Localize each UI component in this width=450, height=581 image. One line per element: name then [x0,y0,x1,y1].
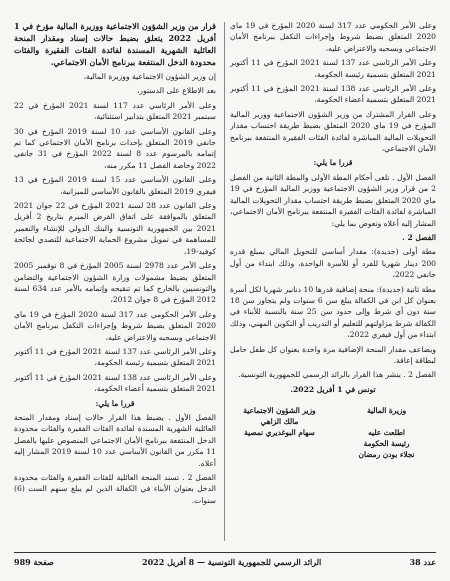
social-minister-name: مالك الزاهي [260,417,299,427]
gazette-name: الرائد الرسمي للجمهورية التونسية — 8 أفريل 2022 [142,557,322,567]
paragraph: الفصل الأول . تلغى أحكام المطة الأولى والمطة الثانية من الفصل 2 من قرار وزير الشؤون الاجتماعية ووزير المالية المؤرخ في 19 ماي 2020 المتعلق بضبط طريقة احتساب مقدار التحويلات المالية المباشرة لفائدة الفئات الفقيرة المنتفعة ببرنامج الأمان الاجتماعي، المشار إليه أعلاه وتعوض بما يلي: [230,172,436,228]
paragraph: الفصل 2 . تسند المنحة العائلية للفئات الفقيرة والفئات محدودة الدخل بعنوان الأبناء في الكفالة الذين لم يبلغ سنهم الست (6) سنوات. [14,473,216,505]
paragraph: الفصل 2 . ينشر هذا القرار بالرائد الرسمي للجمهورية التونسية. [238,370,436,380]
page-footer [14,552,436,569]
paragraph: وعلى الأمر الحكومي عدد 317 لسنة 2020 المؤرخ في 19 ماي 2020 المتعلق بضبط شروط وإجراءات التكفل ببرنامج الأمان الاجتماعي وبسحبه والاعتراض عليه، [14,309,216,342]
paragraph: وعلى الأمر الحكومي عدد 317 لسنة 2020 المؤرخ في 19 ماي 2020 المتعلق بضبط شروط وإجراءات التكفل ببرنامج الأمان الاجتماعي وبسحبه والاعتراض عليه، [230,21,436,53]
paragraph: وعلى الأمر عدد 2978 لسنة 2005 المؤرخ في 8 نوفمبر 2005 المتعلق بضبط مشمولات وزارة الشؤون الاجتماعية والتضامن والتونسيين بالخارج كما تم تنقيحه وإتمامه بالأمر عدد 634 لسنة 2012 المؤرخ في 8 جوان 2012، [14,261,216,305]
paragraph: وعلى الأمر الرئاسي عدد 137 لسنة 2021 المؤرخ في 11 أكتوبر 2021 المتعلق بتسمية رئيسة الحكومة، [230,58,436,79]
paragraph: وعلى القانون الأساسي عدد 15 لسنة 2019 المؤرخ في 13 فيفري 2019 المتعلق بالقانون الأساسي للميزانية، [14,175,216,196]
paragraph: وعلى الأمر الرئاسي عدد 137 لسنة 2021 المؤرخ في 11 أكتوبر 2021 المتعلق بتسمية رئيسة الحكومة، [14,346,216,368]
paragraph: وعلى الأمر الرئاسي عدد 117 لسنة 2021 المؤرخ في 22 سبتمبر 2021 المتعلق بتدابير استثنائية، [14,100,216,122]
finance-minister-name: سهام البوغديري نمصية [244,428,315,438]
page-number: صفحة 989 [14,557,54,567]
signature-block [230,405,436,460]
head-of-government-title: رئيسة الحكومة [363,439,410,449]
column-divider [224,22,225,541]
paragraph: مطة ثانية (جديدة): منحة إضافية قدرها 10 دنانير شهريا لكل أسرة بعنوان كل ابن في الكفالة يبلغ سن 6 سنوات ولم يتجاوز سن 18 سنة دون أي شرط وإلى حدود سن 25 سنة بالنسبة للأبناء في الكفالة شرط مزاولتهم للتعليم أو التدريب أو التكوين المهني، وذلك ابتداء من أول فيفري 2022، [230,284,436,340]
social-minister-title: وزير الشؤون الاجتماعية [243,406,316,416]
paragraph: وعلى الأمر الرئاسي عدد 138 لسنة 2021 المؤرخ في 11 أكتوبر 2021 المتعلق بتسمية أعضاء الحكومة، [14,372,216,394]
paragraph: بعد الاطلاع على الدستور، [136,86,216,96]
paragraph: وعلى القرار المشترك من وزير الشؤون الاجتماعية ووزير المالية المؤرخ في 19 ماي 2020 المتعلق بضبط طريقة احتساب مقدار التحويلات المالية المباشرة لفائدة الفئات الفقيرة المنتفعة ببرنامج الأمان الاجتماعي، [230,109,436,154]
paragraph: ويضاعف مقدار المنحة الإضافية مرة واحدة بعنوان كل طفل حامل لبطاقة إعاقة. [230,344,436,365]
paragraph: الفصل الأول . يضبط هذا القرار حالات إسناد ومقدار المنحة العائلية الشهرية المسندة لفائدة الفئات الفقيرة والفئات محدودة الدخل المنتفعة ببرنامج الأمان الاجتماعي المنصوص عليها بالفصل 11 مكرر من القانون الأساسي عدد 10 لسنة 2019 المشار إليه أعلاه. [14,412,216,468]
decision-heading: قررا ما يلي: [313,158,353,168]
paragraph: مطة أولى (جديدة): مقدار أساسي للتحويل المالي بمبلغ قدره 200 دينار شهريا للفرد أو للأسرة الواحدة، وذلك ابتداء من أول جانفي 2022، [230,247,436,280]
paragraph: وعلى القانون عدد 28 لسنة 2021 المؤرخ في 22 جوان 2021 المتعلق بالموافقة على اتفاق القرض المبرم بتاريخ 2 أفريل 2021 بين الجمهورية التونسية والبنك الدولي للإنشاء والتعمير للمساهمة في تمويل مشروع الحماية الاجتماعية للتصدي لجائحة كوفيد-19، [14,201,216,256]
left-column [14,20,216,545]
issue-number: عدد 38 [409,557,436,567]
signature-date: تونس في 1 أفريل 2022. [290,384,376,394]
head-of-government-name: نجلاء بودن رمضان [358,450,415,460]
decree-title: قرار من وزير الشؤون الاجتماعية ووزيرة المالية مؤرخ في 1 أفريل 2022 يتعلق بضبط حالات إسناد ومقدار المنحة العائلية الشهرية المسندة لفائدة الفئات الفقيرة والفئات محدودة الدخل المنتفعة ببرنامج الأمان الاجتماعي. [14,21,216,67]
paragraph: وعلى الأمر الرئاسي عدد 138 لسنة 2021 المؤرخ في 11 أكتوبر 2021 المتعلق بتسمية أعضاء الحكومة، [230,84,436,105]
seen-label: اطلعت عليه [368,428,405,438]
article-label: الفصل 2 . [402,232,436,242]
finance-minister-title: وزيرة المالية [367,406,407,416]
decision-heading: قررا ما يلي: [95,398,135,408]
paragraph: وعلى القانون الأساسي عدد 10 لسنة 2019 المؤرخ في 30 جانفي 2019 المتعلق بإحداث برنامج الأمان الاجتماعي كما تم إتمامه بالمرسوم عدد 8 لسنة 2022 المؤرخ في 31 جانفي 2022 وخاصة الفصل 11 مكرر منه، [14,126,216,170]
right-column [230,20,436,545]
paragraph: إن وزير الشؤون الاجتماعية ووزيرة المالية، [83,72,216,81]
